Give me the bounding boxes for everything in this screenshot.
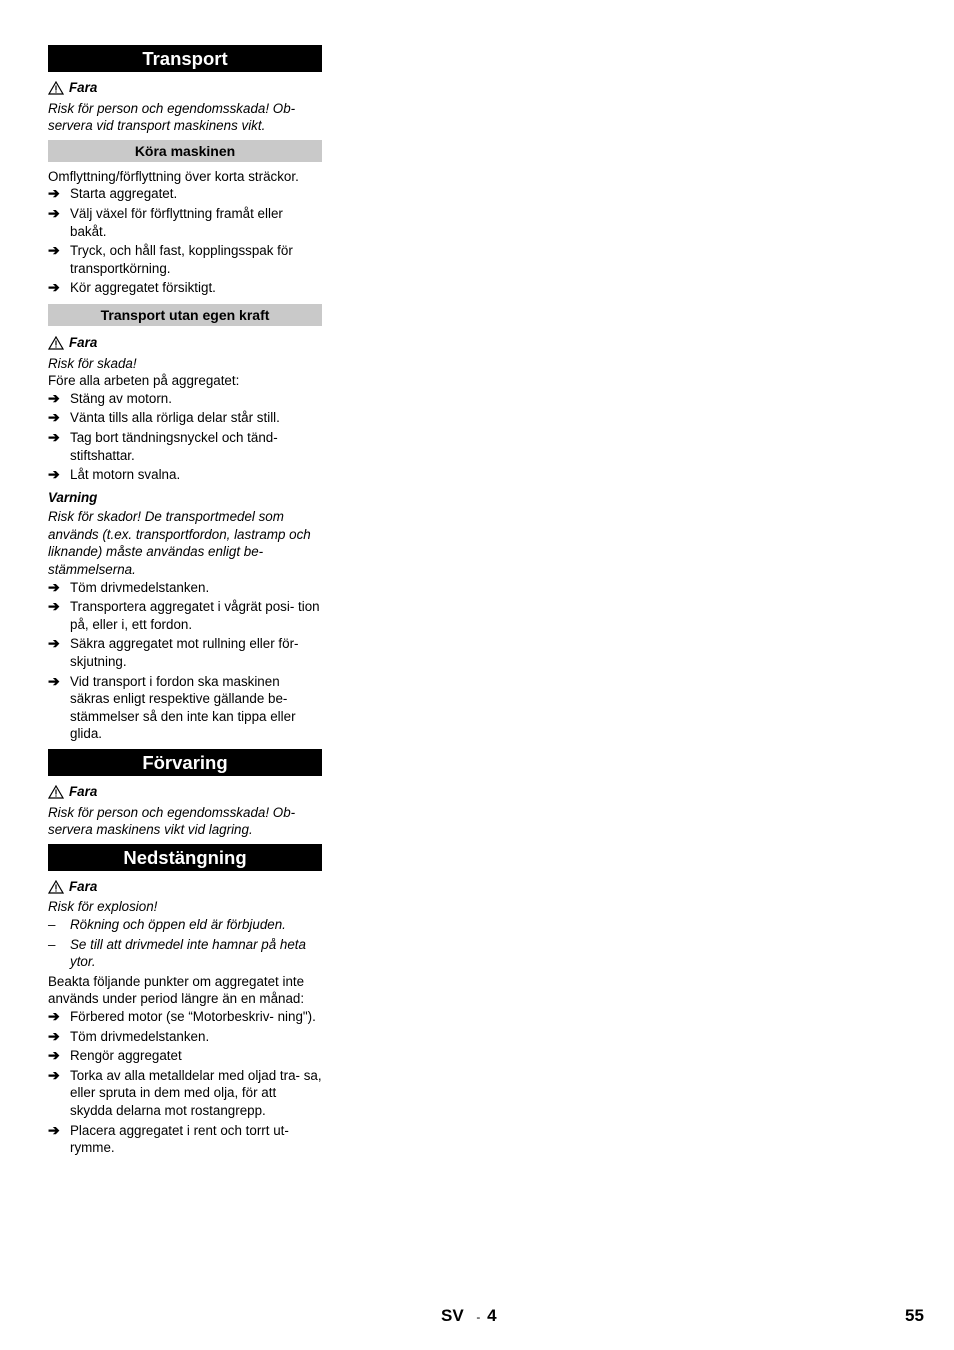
- list-item: ➔ Starta aggregatet.: [48, 185, 178, 202]
- arrow-icon: ➔: [48, 672, 60, 689]
- dash-marker: –: [48, 916, 56, 932]
- list-item: ➔ Töm drivmedelstanken.: [48, 578, 210, 595]
- caution-label: Varning: [48, 489, 98, 505]
- dash-marker: –: [48, 936, 56, 952]
- arrow-icon: ➔: [48, 635, 60, 652]
- list-item: ➔ Placera aggregatet i rent och torrt ut- rymme.: [48, 1121, 289, 1156]
- warning-label-text: Fara: [69, 334, 98, 350]
- section-title-nedstangning: Nedstängning: [48, 844, 322, 871]
- footer-language-code: SV - 4: [441, 1306, 497, 1325]
- warning-label-text: Fara: [69, 878, 98, 894]
- warning-label: [48, 79, 322, 97]
- paragraph: Beakta följande punkter om aggregatet inte används under period längre än en månad:: [48, 973, 305, 1007]
- warning-text: Risk för explosion!: [48, 899, 158, 915]
- step-list: [48, 579, 322, 743]
- list-item: ➔ Stäng av motorn.: [48, 389, 172, 406]
- warning-triangle-icon: [48, 785, 64, 799]
- list-item: ➔ Förbered motor (se “Motorbeskriv- ning").: [48, 1007, 316, 1024]
- list-item: – Se till att drivmedel inte hamnar på heta ytor.: [48, 936, 306, 970]
- dash-list: [48, 916, 322, 971]
- list-item: ➔ Rengör aggregatet: [48, 1047, 182, 1064]
- arrow-icon: ➔: [48, 1066, 60, 1083]
- list-item: ➔ Torka av alla metalldelar med oljad tra- sa, eller spruta in dem med olja, för att skydda delarna mot rostangrepp.: [48, 1066, 322, 1118]
- list-item: ➔ Transportera aggregatet i vågrät posi- tion på, eller i, ett fordon.: [48, 598, 320, 632]
- page-number: 55: [905, 1306, 924, 1325]
- paragraph: Före alla arbeten på aggregatet:: [48, 373, 240, 389]
- warning-text: Risk för skada!: [48, 355, 137, 371]
- list-item: ➔ Tag bort tändningsnyckel och tänd- stiftshattar.: [48, 428, 278, 463]
- paragraph: Omflyttning/förflyttning över korta sträckor.: [48, 168, 299, 184]
- arrow-icon: ➔: [48, 204, 60, 221]
- step-list: [48, 1008, 322, 1157]
- warning-label: [48, 878, 322, 896]
- subsection-title: Transport utan egen kraft: [48, 304, 322, 326]
- warning-triangle-icon: [48, 336, 64, 350]
- list-item: ➔ Kör aggregatet försiktigt.: [48, 279, 216, 296]
- subsection-title: Köra maskinen: [48, 140, 322, 162]
- arrow-icon: ➔: [48, 466, 60, 483]
- arrow-icon: ➔: [48, 578, 60, 595]
- arrow-icon: ➔: [48, 428, 60, 445]
- step-list: [48, 185, 322, 297]
- warning-text: Risk för person och egendomsskada! Ob- servera maskinens vikt vid lagring.: [48, 804, 296, 838]
- warning-label: [48, 334, 322, 352]
- arrow-icon: ➔: [48, 242, 60, 259]
- caution-text: Risk för skador! De transportmedel som används (t.ex. transportfordon, lastramp och liknande) måste användas enligt be- stämmelserna.: [48, 509, 311, 578]
- arrow-icon: ➔: [48, 1027, 60, 1044]
- warning-triangle-icon: [48, 81, 64, 95]
- list-item: ➔ Töm drivmedelstanken.: [48, 1027, 210, 1044]
- warning-text: Risk för person och egendomsskada! Ob- servera vid transport maskinens vikt.: [48, 100, 296, 134]
- arrow-icon: ➔: [48, 389, 60, 406]
- warning-label-text: Fara: [69, 784, 98, 799]
- arrow-icon: ➔: [48, 185, 60, 202]
- section-title-transport: Transport: [48, 45, 322, 72]
- list-item: ➔ Säkra aggregatet mot rullning eller för- skjutning.: [48, 635, 299, 670]
- arrow-icon: ➔: [48, 1121, 60, 1138]
- arrow-icon: ➔: [48, 409, 60, 426]
- list-item: ➔ Vänta tills alla rörliga delar står still.: [48, 409, 280, 426]
- step-list: [48, 390, 322, 484]
- arrow-icon: ➔: [48, 279, 60, 296]
- arrow-icon: ➔: [48, 598, 60, 615]
- warning-label: [48, 783, 322, 801]
- content-column: [48, 45, 322, 1157]
- list-item: ➔ Välj växel för förflyttning framåt eller bakåt.: [48, 204, 283, 239]
- warning-label-text: Fara: [69, 80, 98, 95]
- arrow-icon: ➔: [48, 1007, 60, 1024]
- footer-separator: -: [476, 1310, 481, 1324]
- arrow-icon: ➔: [48, 1047, 60, 1064]
- footer-section-number: 4: [487, 1306, 497, 1325]
- list-item: ➔ Låt motorn svalna.: [48, 466, 181, 483]
- warning-triangle-icon: [48, 880, 64, 894]
- list-item: ➔ Tryck, och håll fast, kopplingsspak för transportkörning.: [48, 242, 293, 276]
- list-item: – Rökning och öppen eld är förbjuden.: [48, 916, 286, 932]
- section-title-forvaring: Förvaring: [48, 749, 322, 776]
- list-item: ➔ Vid transport i fordon ska maskinen säkras enligt respektive gällande be- stämmelser så den inte kan tippa eller glida.: [48, 672, 296, 742]
